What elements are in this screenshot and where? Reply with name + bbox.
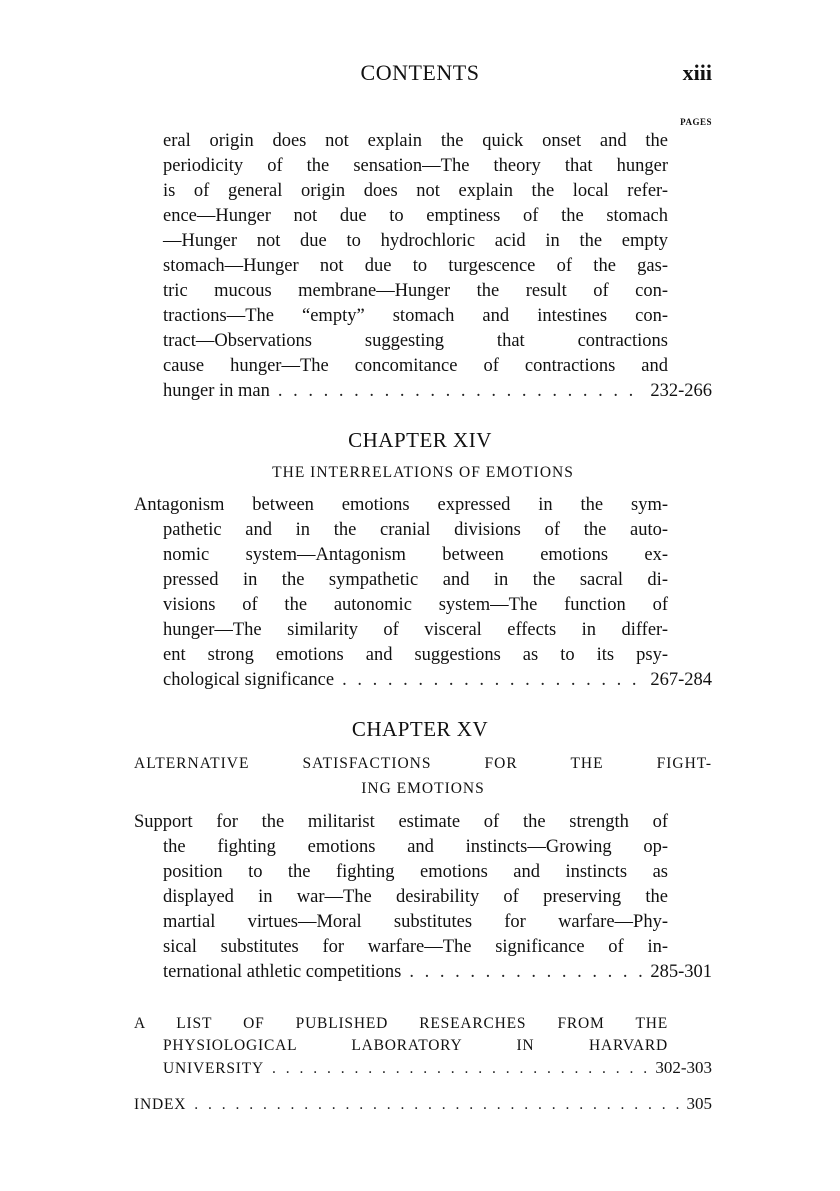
synopsis-last-line (134, 379, 712, 404)
chapter-13-synopsis (134, 129, 712, 404)
synopsis-last-line (134, 668, 712, 693)
page-range: 302-303 (655, 1058, 712, 1077)
synopsis-line: is of general origin does not explain the local refer- (163, 181, 668, 201)
synopsis-line: displayed in war—The desirability of preserving the (163, 887, 668, 907)
synopsis-line: hunger—The similarity of visceral effects in differ- (163, 620, 668, 640)
list-entry-line: A LIST OF PUBLISHED RESEARCHES FROM THE (134, 1015, 668, 1032)
chapter-15-synopsis (134, 810, 712, 985)
dot-leader (334, 668, 644, 693)
synopsis-line: hunger in man (163, 381, 270, 401)
index-entry (134, 1093, 712, 1115)
synopsis-line: ternational athletic competitions (163, 962, 402, 982)
synopsis-line: —Hunger not due to hydrochloric acid in the empty (163, 231, 668, 251)
chapter-14-number: CHAPTER XIV (348, 428, 492, 452)
running-head-title: CONTENTS (360, 60, 480, 85)
synopsis-line: Antagonism between emotions expressed in the sym- (134, 495, 668, 515)
synopsis-line: ence—Hunger not due to emptiness of the stomach (163, 206, 668, 226)
synopsis-last-line (134, 960, 712, 985)
index-line (134, 1093, 712, 1115)
dot-leader (264, 1058, 649, 1080)
synopsis-line: pathetic and in the cranial divisions of the auto- (163, 520, 668, 540)
synopsis-line: tract—Observations suggesting that contractions (163, 331, 668, 351)
dot-leader (270, 379, 644, 404)
list-entry-last-line (134, 1057, 712, 1079)
page-range: 305 (686, 1094, 712, 1113)
list-entry-line: PHYSIOLOGICAL LABORATORY IN HARVARD (163, 1037, 668, 1054)
synopsis-line: visions of the autonomic system—The function of (163, 595, 668, 615)
page-number: xiii (682, 60, 712, 85)
chapter-14-synopsis (134, 493, 712, 693)
synopsis-line: tric mucous membrane—Hunger the result of con- (163, 281, 668, 301)
chapter-15-number: CHAPTER XV (351, 717, 489, 741)
synopsis-line: ent strong emotions and suggestions as to its psy- (163, 645, 668, 665)
synopsis-line: cause hunger—The concomitance of contractions and (163, 356, 668, 376)
chapter-15-title-line-1: ALTERNATIVE SATISFACTIONS FOR THE FIGHT- (134, 755, 712, 772)
synopsis-line: stomach—Hunger not due to turgescence of the gas- (163, 256, 668, 276)
chapter-14-title: THE INTERRELATIONS OF EMOTIONS (272, 464, 574, 481)
page-range: 267-284 (650, 670, 712, 690)
synopsis-line: chological significance (163, 670, 335, 690)
list-entry-line: UNIVERSITY (163, 1060, 264, 1077)
synopsis-line: sical substitutes for warfare—The significance of in- (163, 937, 668, 957)
synopsis-line: periodicity of the sensation—The theory that hunger (163, 156, 668, 176)
chapter-15-title-line-2: ING EMOTIONS (361, 780, 485, 797)
synopsis-line: the fighting emotions and instincts—Growing op- (163, 837, 668, 857)
synopsis-line: position to the fighting emotions and instincts as (163, 862, 668, 882)
dot-leader (186, 1094, 680, 1116)
pages-column-label: PAGES (680, 117, 712, 127)
researches-list-entry (134, 1013, 712, 1079)
synopsis-line: martial virtues—Moral substitutes for warfare—Phy- (163, 912, 668, 932)
synopsis-line: tractions—The “empty” stomach and intestines con- (163, 306, 668, 326)
page-range: 232-266 (650, 381, 712, 401)
page-range: 285-301 (650, 962, 712, 982)
synopsis-line: eral origin does not explain the quick onset and the (163, 131, 668, 151)
running-head (0, 60, 840, 94)
dot-leader (401, 960, 644, 985)
index-label: INDEX (134, 1096, 187, 1113)
synopsis-line: pressed in the sympathetic and in the sacral di- (163, 570, 668, 590)
synopsis-line: Support for the militarist estimate of the strength of (134, 812, 668, 832)
synopsis-line: nomic system—Antagonism between emotions ex- (163, 545, 668, 565)
